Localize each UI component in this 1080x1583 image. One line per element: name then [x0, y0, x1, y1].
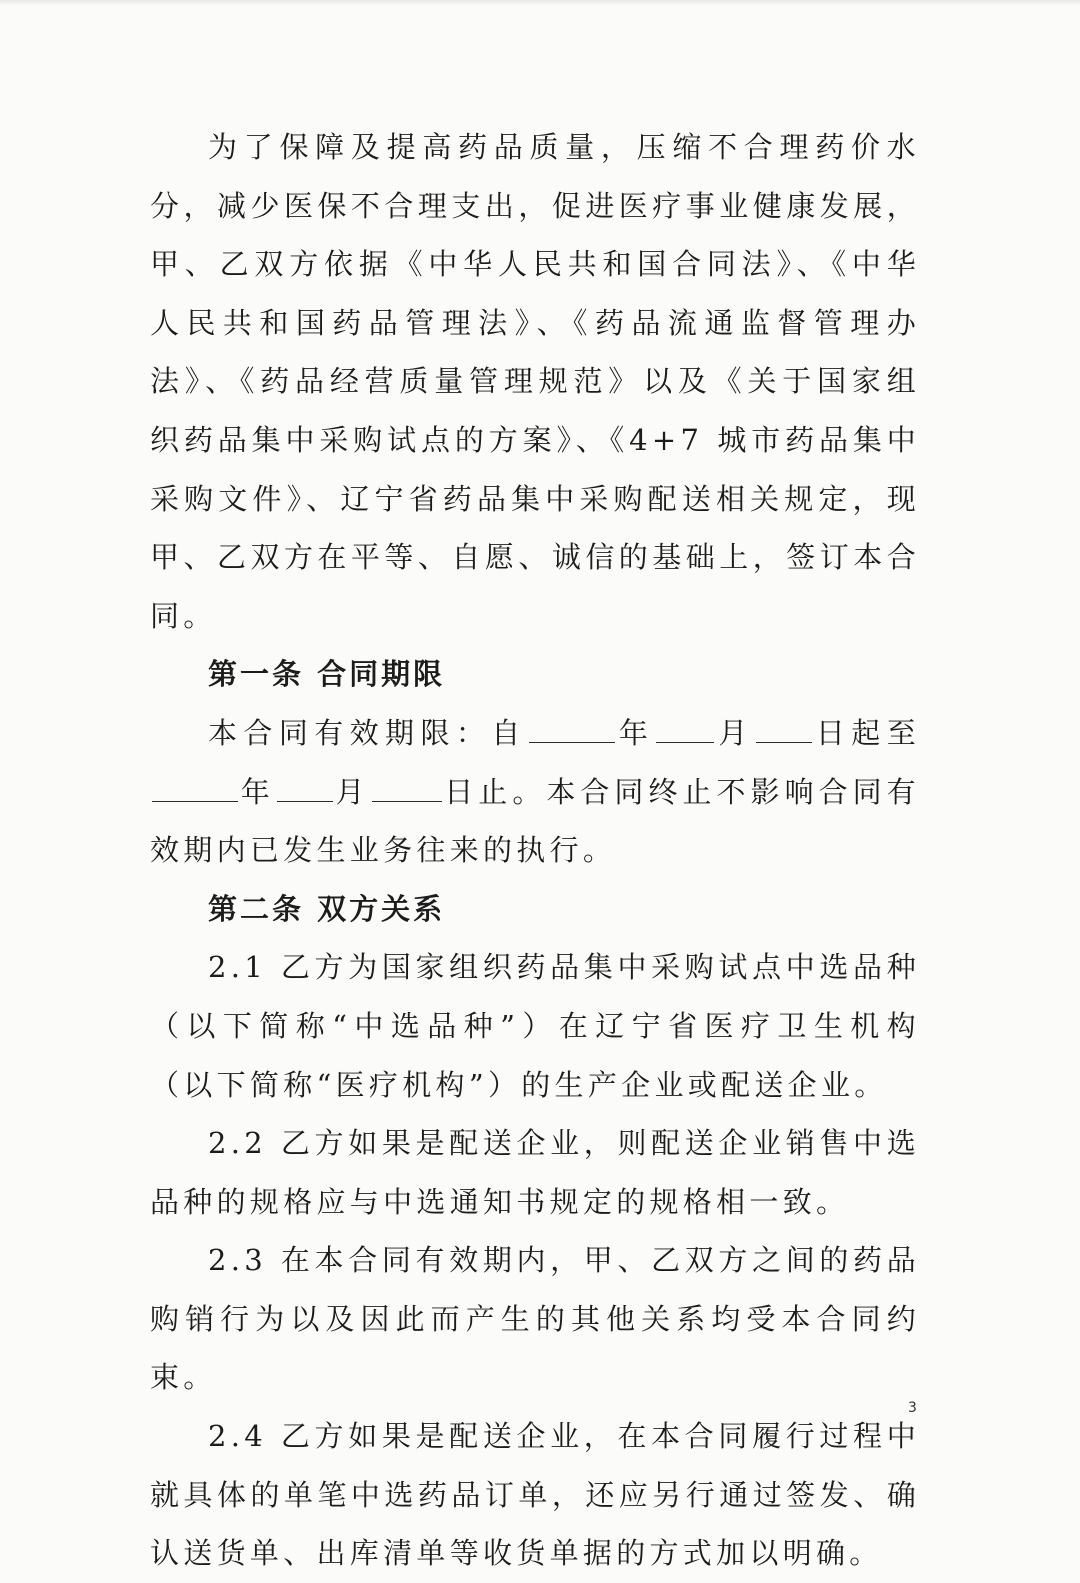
- day-start-text: 日起至: [813, 715, 920, 750]
- document-body: [150, 118, 920, 1583]
- page-number: 3: [908, 1400, 917, 1416]
- clause-2-4: 2.4 乙方如果是配送企业，在本合同履行过程中就具体的单笔中选药品订单，还应另行通过签发、确认送货单、出库清单等收货单据的方式加以明确。: [150, 1419, 920, 1571]
- intro-paragraph: 为了保障及提高药品质量，压缩不合理药价水分，减少医保不合理支出，促进医疗事业健康发展，甲、乙双方依据《中华人民共和国合同法》、《中华人民共和国药品管理法》、《药品流通监督管理办法》、《药品经营质量管理规范》以及《关于国家组织药品集中采购试点的方案》、《4+7 城市药品集中采购文件》、辽宁省药品集中采购配送相关规定，现甲、乙双方在平等、自愿、诚信的基础上，签订本合同。: [150, 130, 920, 633]
- start-month-blank: [656, 718, 714, 743]
- year-char-2: 年: [240, 774, 275, 809]
- article-2-heading: 第二条 双方关系: [208, 891, 446, 926]
- term-label: 本合同有效期限：自: [208, 715, 527, 750]
- end-year-blank: [152, 777, 238, 802]
- month-char-2: 月: [334, 774, 370, 809]
- page-top-edge: [0, 0, 1080, 6]
- month-char-1: 月: [716, 715, 754, 750]
- start-year-blank: [529, 718, 615, 743]
- term-end-text: 日止。本合同终止不影响合同有效期内已发生业务往来的执行。: [150, 774, 920, 868]
- end-month-blank: [277, 777, 333, 802]
- article-1-paragraph: [150, 704, 920, 880]
- end-day-blank: [372, 777, 442, 802]
- article-1-heading: 第一条 合同期限: [208, 657, 446, 692]
- clause-2-2: 2.2 乙方如果是配送企业，则配送企业销售中选品种的规格应与中选通知书规定的规格相一致。: [150, 1126, 920, 1219]
- clause-2-3: 2.3 在本合同有效期内，甲、乙双方之间的药品购销行为以及因此而产生的其他关系均受本合同约束。: [150, 1243, 920, 1395]
- year-char-1: 年: [616, 715, 655, 750]
- clause-2-1: 2.1 乙方为国家组织药品集中采购试点中选品种（以下简称“中选品种”）在辽宁省医疗卫生机构（以下简称“医疗机构”）的生产企业或配送企业。: [150, 950, 920, 1102]
- start-day-blank: [756, 718, 812, 743]
